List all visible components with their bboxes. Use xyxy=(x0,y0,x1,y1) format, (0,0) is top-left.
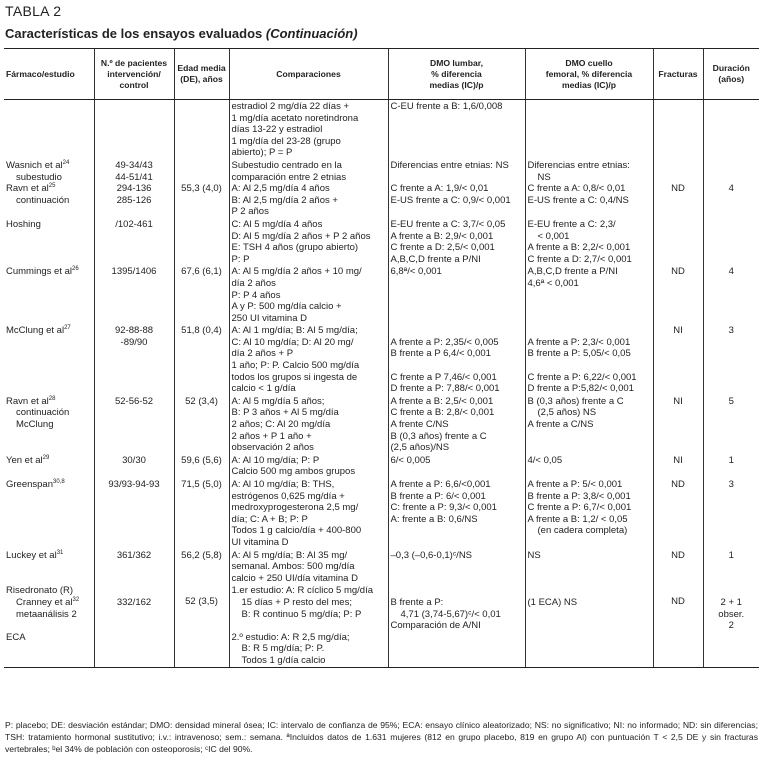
cell-dmo-lumbar: 6/< 0,005 xyxy=(388,454,525,478)
table-title xyxy=(5,26,358,41)
table-row xyxy=(4,218,759,265)
cell-pacientes xyxy=(94,100,174,159)
cell-pacientes: 332/162 xyxy=(94,584,174,667)
cell-comparaciones: estradiol 2 mg/día 22 días + 1 mg/día acetato noretindrona días 13-22 y estradiol 1 mg/día del 23-28 (grupo abierto); P = P xyxy=(229,100,388,159)
cell-edad: 67,6 (6,1) xyxy=(174,265,229,324)
cell-duracion: 4 xyxy=(703,265,759,324)
header-fracturas: Fracturas xyxy=(653,49,703,100)
cell-farmaco: Risedronato (R) Cranney et $al^{32}$ metaanálisis 2 ECA xyxy=(4,584,94,667)
cell-dmo-lumbar: C-EU frente a B: 1,6/0,008 xyxy=(388,100,525,159)
header-edad: Edad media (DE), años xyxy=(174,49,229,100)
cell-edad xyxy=(174,218,229,265)
table-row xyxy=(4,395,759,454)
cell-fracturas: ND xyxy=(653,549,703,585)
header-row xyxy=(4,49,759,100)
reference-number: 32 xyxy=(72,596,80,603)
cell-dmo-cuello: B (0,3 años) frente a C (2,5 años) NS A frente a C/NS xyxy=(525,395,653,454)
table-number: TABLA 2 xyxy=(5,3,62,19)
cell-dmo-lumbar: E-EU frente a C: 3,7/< 0,05 A frente a B: 2,9/< 0,001 C frente a D: 2,5/< 0,001 A,B,C,D frente a P/NI xyxy=(388,218,525,265)
cell-dmo-cuello: A frente a P: 5/< 0,001 B frente a P: 3,8/< 0,001 C frente a P: 6,7/< 0,001 A frente a B: 1,2/ < 0,05 (en cadera completa) xyxy=(525,478,653,549)
cell-fracturas: ND xyxy=(653,478,703,549)
cell-duracion: 4 xyxy=(703,159,759,218)
table-row xyxy=(4,478,759,549)
header-dmo-lumbar: DMO lumbar, % diferencia medias (IC)/p xyxy=(388,49,525,100)
table-title-continuation: (Continuación) xyxy=(265,26,358,41)
cell-dmo-lumbar: B frente a P: 4,71 (3,74-5,67)ᶜ/< 0,01 Comparación de A/NI xyxy=(388,584,525,667)
cell-pacientes: 92-88-88 -89/90 xyxy=(94,324,174,395)
cell-farmaco: Yen et $al^{29}$ xyxy=(6,454,50,466)
cell-comparaciones: A: Al 10 mg/día; P: P Calcio 500 mg ambos grupos xyxy=(229,454,388,478)
table-row xyxy=(4,324,759,395)
cell-pacientes: /102-461 xyxy=(94,218,174,265)
cell-edad: 56,2 (5,8) xyxy=(174,549,229,585)
header-comparaciones: Comparaciones xyxy=(229,49,388,100)
cell-duracion: 5 xyxy=(703,395,759,454)
table-row xyxy=(4,265,759,324)
cell-farmaco: Luckey et $al^{31}$ xyxy=(6,549,64,561)
reference-number: 26 xyxy=(72,266,79,273)
cell-farmaco xyxy=(4,100,94,159)
cell-fracturas xyxy=(653,218,703,265)
cell-dmo-lumbar: A frente a P: 6,6/<0,001 B frente a P: 6/< 0,001 C: frente a P: 9,3/< 0,001 A: frente a B: 0,6/NS xyxy=(388,478,525,549)
cell-edad: 51,8 (0,4) xyxy=(174,324,229,395)
table-row xyxy=(4,159,759,218)
cell-fracturas: ND xyxy=(653,265,703,324)
reference-number: 25 xyxy=(48,183,56,189)
table-title-main: Características de los ensayos evaluados xyxy=(5,26,266,41)
cell-dmo-cuello: A frente a P: 2,3/< 0,001 B frente a P: 5,05/< 0,05 C frente a P: 6,22/< 0,001 D frente a P:5,82/< 0,001 xyxy=(525,324,653,395)
reference-number: 29 xyxy=(42,454,50,461)
table-row xyxy=(4,454,759,478)
cell-pacientes: 361/362 xyxy=(94,549,174,585)
trials-table xyxy=(4,48,759,668)
cell-dmo-cuello: NS xyxy=(525,549,653,585)
cell-comparaciones: A: Al 5 mg/día 5 años; B: P 3 años + Al 5 mg/día 2 años; C: Al 20 mg/día 2 años + P 1 año + observación 2 años xyxy=(229,395,388,454)
cell-farmaco: Ravn et $al^{28}$ continuación McClung xyxy=(6,395,70,431)
cell-duracion: 3 xyxy=(703,478,759,549)
cell-dmo-lumbar: A frente a P: 2,35/< 0,005 B frente a P 6,4/< 0,001 C frente a P 7,46/< 0,001 D frente a P: 7,88/< 0,001 xyxy=(388,324,525,395)
cell-dmo-lumbar: Diferencias entre etnias: NS C frente a A: 1,9/< 0,01 E-US frente a C: 0,9/< 0,001 xyxy=(388,159,525,218)
reference-number: 30,8 xyxy=(53,478,65,485)
cell-pacientes: 30/30 xyxy=(94,454,174,478)
cell-dmo-cuello: 4/< 0,05 xyxy=(525,454,653,478)
cell-farmaco: Wasnich et $al^{24}$ subestudio Ravn et $al^{25}$ continuación xyxy=(6,159,70,206)
table-row xyxy=(4,549,759,585)
cell-pacientes: 49-34/43 44-51/41 294-136 285-126 xyxy=(94,159,174,218)
cell-pacientes: 52-56-52 xyxy=(94,395,174,454)
cell-edad: 52 (3,5) xyxy=(174,584,229,667)
cell-fracturas: NI xyxy=(653,324,703,395)
cell-dmo-cuello: A,B,C,D frente a P/NI 4,6ª < 0,001 xyxy=(525,265,653,324)
cell-fracturas: NI xyxy=(653,454,703,478)
cell-fracturas: NI xyxy=(653,395,703,454)
cell-dmo-lumbar: –0,3 (–0,6-0,1)ᶜ/NS xyxy=(388,549,525,585)
cell-comparaciones: A: Al 5 mg/día 2 años + 10 mg/ día 2 años P: P 4 años A y P: 500 mg/día calcio + 250 UI vitamina D xyxy=(229,265,388,324)
cell-dmo-cuello: (1 ECA) NS xyxy=(525,584,653,667)
cell-duracion xyxy=(703,100,759,159)
cell-dmo-lumbar: A frente a B: 2,5/< 0,001 C frente a B: 2,8/< 0,001 A frente C/NS B (0,3 años) frente a C (2,5 años)/NS xyxy=(388,395,525,454)
cell-edad: 55,3 (4,0) xyxy=(174,159,229,218)
cell-edad: 59,6 (5,6) xyxy=(174,454,229,478)
cell-comparaciones: A: Al 1 mg/día; B: Al 5 mg/día; C: Al 10 mg/día; D: Al 20 mg/ día 2 años + P 1 año; P: P. Calcio 500 mg/día todos los grupos si ingesta de calcio < 1 g/día xyxy=(229,324,388,395)
cell-edad: 52 (3,4) xyxy=(174,395,229,454)
cell-comparaciones: C: Al 5 mg/día 4 años D: Al 5 mg/día 2 años + P 2 años E: TSH 4 años (grupo abierto) P: P xyxy=(229,218,388,265)
table-footnotes: P: placebo; DE: desviación estándar; DMO: densidad mineral ósea; IC: intervalo de confianza de 95%; ECA: ensayo clínico aleatorizado; NS: no significativo; NI: no informado; ND: sin diferencias; TSH: tratamiento hormonal sustitutivo; i.v.: intravenoso; sem.: semana. ªIncluidos datos de 1.631 mujeres (812 en grupo placebo, 819 en grupo Al) con puntuación T < 2,5 DE y sin fracturas vertebrales; ᵇel 34% de población con osteoporosis; ᶜIC del 90%. xyxy=(5,720,758,754)
cell-comparaciones: 1.er estudio: A: R cíclico 5 mg/día 15 días + P resto del mes; B: R continuo 5 mg/día; P: P 2.º estudio: A: R 2,5 mg/día; B: R 5 mg/día; P: P. Todos 1 g/día calcio xyxy=(229,584,388,667)
cell-duracion: 1 xyxy=(703,454,759,478)
cell-farmaco: Hoshing xyxy=(6,218,41,230)
header-farmaco: Fármaco/estudio xyxy=(4,49,94,100)
cell-dmo-cuello: Diferencias entre etnias: NS C frente a A: 0,8/< 0,01 E-US frente a C: 0,4/NS xyxy=(525,159,653,218)
table-row xyxy=(4,584,759,667)
cell-fracturas xyxy=(653,100,703,159)
table-body xyxy=(4,100,759,668)
cell-duracion: 2 + 1 obser. 2 xyxy=(703,584,759,667)
cell-pacientes: 93/93-94-93 xyxy=(94,478,174,549)
cell-comparaciones: Subestudio centrado en la comparación entre 2 etnias A: Al 2,5 mg/día 4 años B: Al 2,5 mg/día 2 años + P 2 años xyxy=(229,159,388,218)
cell-duracion xyxy=(703,218,759,265)
reference-number: 28 xyxy=(48,395,56,402)
cell-dmo-cuello xyxy=(525,100,653,159)
header-dmo-cuello: DMO cuello femoral, % diferencia medias (IC)/p xyxy=(525,49,653,100)
cell-fracturas: ND xyxy=(653,159,703,218)
cell-comparaciones: A: Al 5 mg/día; B: Al 35 mg/ semanal. Ambos: 500 mg/día calcio + 250 UI/día vitamina D xyxy=(229,549,388,585)
cell-comparaciones: A: Al 10 mg/día; B: THS, estrógenos 0,625 mg/día + medroxyprogesterona 2,5 mg/ día; C: A + B; P: P Todos 1 g calcio/día + 400-800 UI vitamina D xyxy=(229,478,388,549)
reference-number: 31 xyxy=(56,549,64,556)
cell-edad xyxy=(174,100,229,159)
cell-farmaco: Cummings et $al^{26}$ xyxy=(6,266,79,278)
cell-edad: 71,5 (5,0) xyxy=(174,478,229,549)
cell-pacientes: 1395/1406 xyxy=(94,265,174,324)
header-pacientes: N.º de pacientes intervención/ control xyxy=(94,49,174,100)
cell-duracion: 1 xyxy=(703,549,759,585)
reference-number: 27 xyxy=(64,325,71,332)
cell-duracion: 3 xyxy=(703,324,759,395)
cell-dmo-lumbar: 6,8ª/< 0,001 xyxy=(388,265,525,324)
cell-dmo-cuello: E-EU frente a C: 2,3/ < 0,001 A frente a B: 2,2/< 0,001 C frente a D: 2,7/< 0,001 xyxy=(525,218,653,265)
header-duracion: Duración (años) xyxy=(703,49,759,100)
cell-fracturas: ND xyxy=(653,584,703,667)
cell-farmaco: Greenspan$^{30,8}$ xyxy=(6,478,65,490)
table-row xyxy=(4,100,759,159)
reference-number: 24 xyxy=(62,159,70,166)
cell-farmaco: McClung et $al^{27}$ xyxy=(6,325,71,337)
